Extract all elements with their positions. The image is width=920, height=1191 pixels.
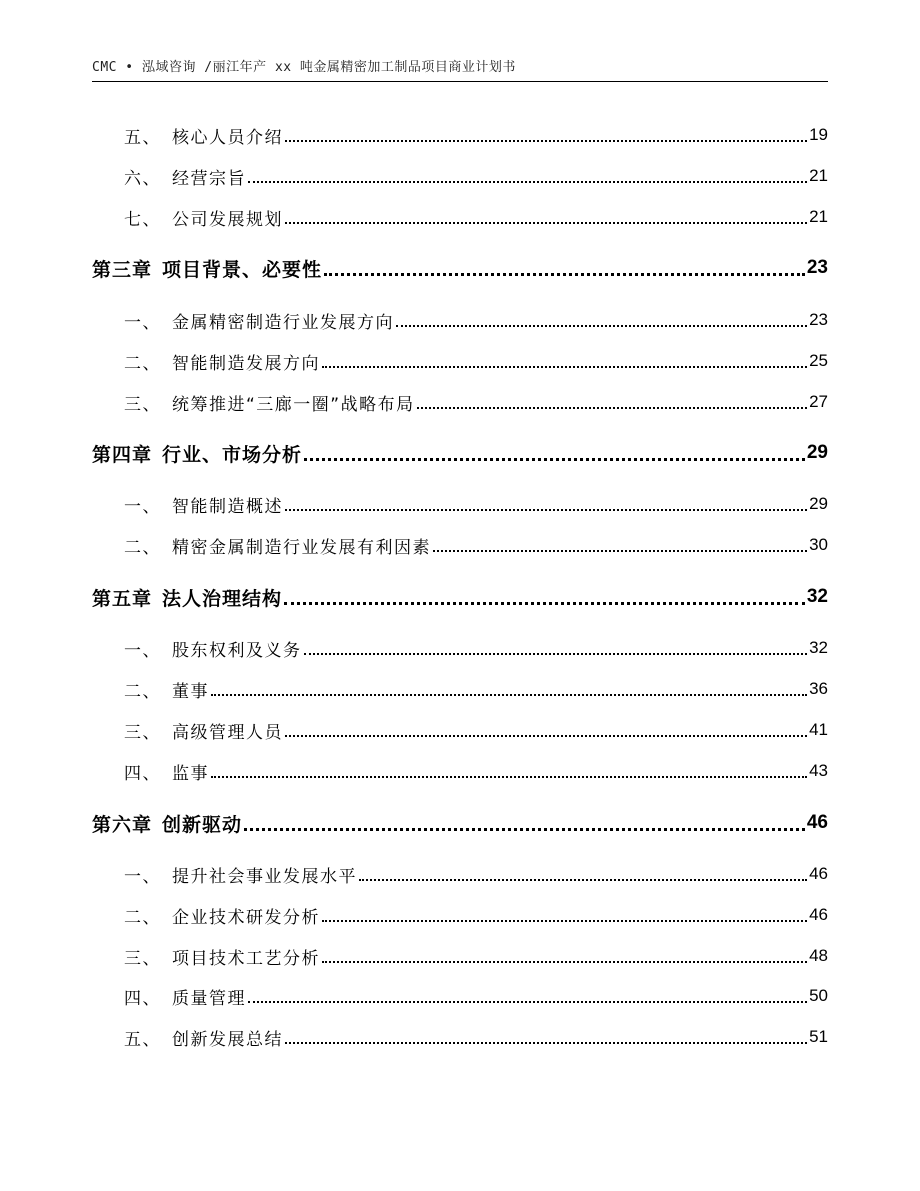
toc-entry-page: 50: [809, 986, 828, 1005]
dot-leader: [285, 1042, 807, 1044]
toc-entry-title: 精密金属制造行业发展有利因素: [172, 537, 431, 558]
toc-entry-page: 46: [809, 864, 828, 883]
toc-chapter-number: 第四章: [92, 443, 153, 466]
toc-entry-page: 30: [809, 535, 828, 554]
toc-chapter-page: 46: [806, 812, 828, 833]
toc-entry-title: 项目技术工艺分析: [172, 948, 320, 969]
toc-entry-page: 51: [809, 1027, 828, 1046]
toc-entry-title: 监事: [172, 763, 209, 784]
toc-entry-title: 企业技术研发分析: [172, 907, 320, 928]
toc-entry-number: 三、: [124, 948, 161, 969]
toc-entry-favorable-factors[interactable]: [124, 530, 828, 560]
toc-entry-number: 四、: [124, 763, 161, 784]
toc-entry-page: 21: [809, 166, 828, 185]
dot-leader: [417, 407, 807, 409]
dot-leader: [284, 602, 805, 605]
toc-chapter-number: 第三章: [92, 258, 153, 281]
toc-entry-directors[interactable]: [124, 674, 828, 704]
toc-chapter-4[interactable]: [92, 438, 828, 468]
dot-leader: [211, 776, 807, 778]
dot-leader: [285, 735, 807, 737]
toc-entry-page: 36: [809, 679, 828, 698]
toc-entry-rd-analysis[interactable]: [124, 900, 828, 930]
toc-chapter-number: 第五章: [92, 587, 153, 610]
toc-entry-number: 二、: [124, 353, 161, 374]
dot-leader: [322, 366, 807, 368]
toc-chapter-5[interactable]: [92, 582, 828, 612]
toc-entry-title: 核心人员介绍: [172, 127, 283, 148]
toc-entry-page: 46: [809, 905, 828, 924]
dot-leader: [304, 653, 808, 655]
toc-chapter-page: 23: [806, 257, 828, 278]
toc-entry-number: 六、: [124, 168, 161, 189]
toc-chapter-title: 项目背景、必要性: [162, 258, 323, 281]
dot-leader: [244, 828, 805, 831]
toc-entry-page: 32: [809, 638, 828, 657]
toc-entry-business-tenet[interactable]: [124, 161, 828, 191]
toc-entry-number: 四、: [124, 988, 161, 1009]
toc-entry-supervisors[interactable]: [124, 756, 828, 786]
toc-entry-page: 29: [809, 494, 828, 513]
dot-leader: [322, 920, 807, 922]
toc-chapter-title: 创新驱动: [162, 813, 243, 836]
dot-leader: [248, 181, 807, 183]
toc-entry-smart-manufacturing-direction[interactable]: [124, 346, 828, 376]
dot-leader: [304, 458, 805, 461]
toc-chapter-3[interactable]: [92, 253, 828, 283]
toc-entry-title: 智能制造概述: [172, 496, 283, 517]
running-header: CMC • 泓域咨询 /丽江年产 xx 吨金属精密加工制品项目商业计划书: [92, 60, 516, 75]
toc-entry-title: 董事: [172, 681, 209, 702]
dot-leader: [211, 694, 807, 696]
toc-entry-quality-management[interactable]: [124, 981, 828, 1011]
toc-chapter-title: 法人治理结构: [162, 587, 283, 610]
toc-chapter-page: 29: [806, 442, 828, 463]
toc-entry-page: 41: [809, 720, 828, 739]
header-rule: [92, 81, 828, 82]
toc-chapter-6[interactable]: [92, 808, 828, 838]
toc-entry-number: 一、: [124, 866, 161, 887]
toc-entry-title: 提升社会事业发展水平: [172, 866, 357, 887]
dot-leader: [359, 879, 807, 881]
toc-entry-metal-precision-direction[interactable]: [124, 305, 828, 335]
toc-entry-innovation-summary[interactable]: [124, 1022, 828, 1052]
toc-entry-number: 七、: [124, 209, 161, 230]
toc-entry-number: 五、: [124, 1029, 161, 1050]
toc-entry-title: 创新发展总结: [172, 1029, 283, 1050]
toc-entry-development-plan[interactable]: [124, 202, 828, 232]
toc-entry-title: 经营宗旨: [172, 168, 246, 189]
toc-entry-core-personnel[interactable]: [124, 120, 828, 150]
dot-leader: [285, 222, 807, 224]
toc-entry-title: 质量管理: [172, 988, 246, 1009]
toc-entry-page: 19: [809, 125, 828, 144]
toc-entry-strategic-layout[interactable]: [124, 387, 828, 417]
toc-chapter-number: 第六章: [92, 813, 153, 836]
dot-leader: [285, 509, 807, 511]
toc-entry-number: 五、: [124, 127, 161, 148]
toc-entry-number: 二、: [124, 681, 161, 702]
dot-leader: [248, 1001, 807, 1003]
toc-entry-page: 23: [809, 310, 828, 329]
toc-entry-number: 三、: [124, 394, 161, 415]
dot-leader: [285, 140, 807, 142]
toc-entry-title: 统筹推进“三廊一圈”战略布局: [172, 394, 415, 415]
toc-entry-number: 一、: [124, 640, 161, 661]
toc-entry-title: 智能制造发展方向: [172, 353, 320, 374]
toc-entry-shareholder-rights[interactable]: [124, 633, 828, 663]
toc-entry-number: 一、: [124, 312, 161, 333]
dot-leader: [396, 325, 807, 327]
toc-entry-social-development[interactable]: [124, 859, 828, 889]
toc-entry-smart-manufacturing-overview[interactable]: [124, 489, 828, 519]
toc-entry-page: 43: [809, 761, 828, 780]
toc-entry-page: 27: [809, 392, 828, 411]
toc-entry-title: 金属精密制造行业发展方向: [172, 312, 394, 333]
toc-entry-process-analysis[interactable]: [124, 941, 828, 971]
dot-leader: [322, 961, 807, 963]
toc-entry-title: 股东权利及义务: [172, 640, 302, 661]
toc-entry-page: 25: [809, 351, 828, 370]
toc-entry-number: 三、: [124, 722, 161, 743]
dot-leader: [433, 550, 807, 552]
toc-entry-number: 二、: [124, 907, 161, 928]
toc-entry-page: 48: [809, 946, 828, 965]
toc-chapter-page: 32: [806, 586, 828, 607]
toc-entry-number: 一、: [124, 496, 161, 517]
dot-leader: [324, 273, 805, 276]
toc-entry-title: 公司发展规划: [172, 209, 283, 230]
toc-entry-title: 高级管理人员: [172, 722, 283, 743]
toc-entry-senior-management[interactable]: [124, 715, 828, 745]
toc-entry-page: 21: [809, 207, 828, 226]
toc-chapter-title: 行业、市场分析: [162, 443, 303, 466]
toc-entry-number: 二、: [124, 537, 161, 558]
